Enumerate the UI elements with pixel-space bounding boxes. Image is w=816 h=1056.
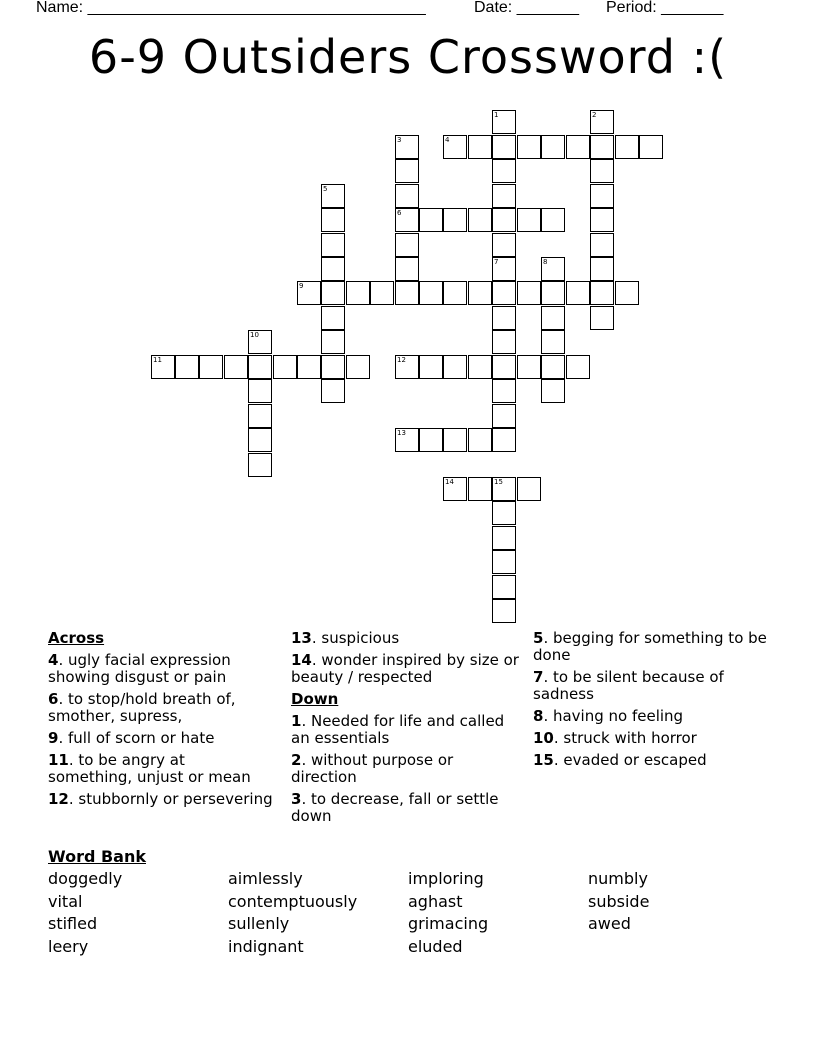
clue-down-10: 10. struck with horror [533, 729, 697, 747]
down-heading: Down [291, 690, 339, 708]
crossword-cell[interactable] [443, 477, 467, 501]
date-field[interactable]: Date: _______ [474, 0, 579, 16]
word-bank-item: indignant [228, 937, 304, 956]
clue-across-12: 12. stubbornly or persevering [48, 790, 273, 808]
crossword-cell[interactable] [590, 306, 614, 330]
crossword-cell[interactable] [395, 428, 419, 452]
crossword-cell[interactable] [566, 135, 590, 159]
clue-down-2: 2. without purpose or direction [291, 751, 454, 786]
word-bank-item: aghast [408, 892, 463, 911]
clue-down-5: 5. begging for something to be done [533, 629, 767, 664]
period-field[interactable]: Period: _______ [606, 0, 724, 16]
clue-down-15: 15. evaded or escaped [533, 751, 707, 769]
crossword-cell[interactable] [615, 135, 639, 159]
crossword-cell[interactable] [541, 330, 565, 354]
crossword-cell[interactable] [321, 281, 345, 305]
clue-number: 1 [494, 111, 499, 119]
crossword-cell[interactable] [492, 428, 516, 452]
crossword-cell[interactable] [370, 281, 394, 305]
crossword-cell[interactable] [419, 208, 443, 232]
crossword-cell[interactable] [541, 379, 565, 403]
clue-number: 10 [250, 331, 259, 339]
crossword-cell[interactable] [346, 281, 370, 305]
clues-column-3 [533, 630, 768, 774]
crossword-cell[interactable] [443, 135, 467, 159]
crossword-cell[interactable] [297, 355, 321, 379]
word-bank-item: imploring [408, 869, 484, 888]
word-bank-item: contemptuously [228, 892, 358, 911]
crossword-cell[interactable] [517, 208, 541, 232]
crossword-cell[interactable] [541, 281, 565, 305]
crossword-cell[interactable] [541, 257, 565, 281]
clue-number: 3 [397, 136, 402, 144]
word-bank-item: vital [48, 892, 83, 911]
crossword-cell[interactable] [492, 184, 516, 208]
clue-number: 13 [397, 429, 406, 437]
crossword-cell[interactable] [468, 428, 492, 452]
crossword-cell[interactable] [492, 575, 516, 599]
crossword-cell[interactable] [541, 355, 565, 379]
word-bank-item: sullenly [228, 914, 290, 933]
clue-number: 9 [299, 282, 304, 290]
crossword-cell[interactable] [248, 330, 272, 354]
crossword-cell[interactable] [468, 281, 492, 305]
crossword-cell[interactable] [492, 526, 516, 550]
crossword-cell[interactable] [492, 281, 516, 305]
crossword-cell[interactable] [248, 355, 272, 379]
crossword-cell[interactable] [321, 208, 345, 232]
crossword-cell[interactable] [590, 281, 614, 305]
crossword-cell[interactable] [395, 135, 419, 159]
page-title: 6-9 Outsiders Crossword :( [88, 30, 728, 84]
crossword-cell[interactable] [468, 477, 492, 501]
crossword-cell[interactable] [151, 355, 175, 379]
crossword-cell[interactable] [321, 257, 345, 281]
clues-column-2 [291, 630, 519, 830]
word-bank-item: stifled [48, 914, 98, 933]
crossword-cell[interactable] [443, 208, 467, 232]
crossword-cell[interactable] [492, 135, 516, 159]
crossword-cell[interactable] [639, 135, 663, 159]
crossword-cell[interactable] [541, 306, 565, 330]
crossword-cell[interactable] [224, 355, 248, 379]
crossword-cell[interactable] [321, 379, 345, 403]
clue-number: 8 [543, 258, 548, 266]
clue-number: 15 [494, 478, 503, 486]
word-bank-item: eluded [408, 937, 463, 956]
crossword-cell[interactable] [541, 208, 565, 232]
word-bank-item: numbly [588, 869, 648, 888]
word-bank-item: aimlessly [228, 869, 303, 888]
crossword-cell[interactable] [419, 428, 443, 452]
crossword-cell[interactable] [395, 233, 419, 257]
crossword-cell[interactable] [175, 355, 199, 379]
crossword-cell[interactable] [468, 135, 492, 159]
crossword-cell[interactable] [517, 355, 541, 379]
crossword-cell[interactable] [492, 355, 516, 379]
crossword-cell[interactable] [517, 477, 541, 501]
clue-down-1: 1. Needed for life and called an essentials [291, 712, 505, 747]
crossword-cell[interactable] [321, 233, 345, 257]
clue-number: 14 [445, 478, 454, 486]
clue-number: 6 [397, 209, 402, 217]
crossword-cell[interactable] [419, 355, 443, 379]
clue-down-3: 3. to decrease, fall or settle down [291, 790, 499, 825]
crossword-cell[interactable] [541, 135, 565, 159]
crossword-cell[interactable] [443, 428, 467, 452]
clue-across-6: 6. to stop/hold breath of, smother, supress, [48, 690, 236, 725]
clue-down-7: 7. to be silent because of sadness [533, 668, 724, 703]
word-bank-item: leery [48, 937, 89, 956]
crossword-cell[interactable] [321, 330, 345, 354]
clue-across-11: 11. to be angry at something, unjust or mean [48, 751, 251, 786]
crossword-cell[interactable] [468, 208, 492, 232]
crossword-cell[interactable] [590, 159, 614, 183]
word-bank-item: awed [588, 914, 631, 933]
crossword-cell[interactable] [248, 379, 272, 403]
crossword-cell[interactable] [590, 110, 614, 134]
clue-number: 12 [397, 356, 406, 364]
crossword-cell[interactable] [321, 306, 345, 330]
crossword-cell[interactable] [248, 453, 272, 477]
crossword-cell[interactable] [590, 208, 614, 232]
crossword-cell[interactable] [566, 281, 590, 305]
clue-number: 7 [494, 258, 499, 266]
clue-across-13: 13. suspicious [291, 629, 400, 647]
crossword-cell[interactable] [395, 281, 419, 305]
crossword-cell[interactable] [395, 159, 419, 183]
crossword-cell[interactable] [590, 233, 614, 257]
crossword-cell[interactable] [468, 355, 492, 379]
clue-across-4: 4. ugly facial expression showing disgust or pain [48, 651, 231, 686]
word-bank-item: grimacing [408, 914, 489, 933]
crossword-cell[interactable] [492, 550, 516, 574]
crossword-cell[interactable] [248, 428, 272, 452]
crossword-cell[interactable] [590, 257, 614, 281]
crossword-cell[interactable] [321, 184, 345, 208]
crossword-cell[interactable] [492, 110, 516, 134]
crossword-cell[interactable] [590, 135, 614, 159]
crossword-cell[interactable] [443, 281, 467, 305]
crossword-cell[interactable] [395, 184, 419, 208]
crossword-cell[interactable] [492, 233, 516, 257]
name-field[interactable]: Name: ______________________________________ [36, 0, 426, 16]
clue-across-9: 9. full of scorn or hate [48, 729, 215, 747]
crossword-cell[interactable] [492, 306, 516, 330]
crossword-cell[interactable] [248, 404, 272, 428]
crossword-cell[interactable] [492, 257, 516, 281]
clue-across-14: 14. wonder inspired by size or beauty / respected [291, 651, 519, 686]
clue-number: 2 [592, 111, 597, 119]
crossword-cell[interactable] [566, 355, 590, 379]
crossword-cell[interactable] [517, 281, 541, 305]
crossword-cell[interactable] [419, 281, 443, 305]
crossword-cell[interactable] [590, 184, 614, 208]
crossword-cell[interactable] [492, 208, 516, 232]
crossword-cell[interactable] [615, 281, 639, 305]
crossword-cell[interactable] [199, 355, 223, 379]
crossword-cell[interactable] [492, 501, 516, 525]
across-heading: Across [48, 629, 105, 647]
crossword-cell[interactable] [492, 599, 516, 623]
crossword-cell[interactable] [443, 355, 467, 379]
crossword-cell[interactable] [395, 208, 419, 232]
clues-column-1 [48, 630, 273, 813]
word-bank-heading: Word Bank [48, 847, 147, 866]
crossword-cell[interactable] [321, 355, 345, 379]
crossword-cell[interactable] [492, 159, 516, 183]
crossword-cell[interactable] [492, 477, 516, 501]
word-bank-item: doggedly [48, 869, 123, 888]
crossword-cell[interactable] [517, 135, 541, 159]
crossword-cell[interactable] [492, 379, 516, 403]
crossword-cell[interactable] [297, 281, 321, 305]
clue-number: 11 [153, 356, 162, 364]
clue-number: 4 [445, 136, 450, 144]
crossword-cell[interactable] [395, 355, 419, 379]
word-bank-item: subside [588, 892, 650, 911]
crossword-cell[interactable] [395, 257, 419, 281]
clue-number: 5 [323, 185, 328, 193]
crossword-cell[interactable] [492, 330, 516, 354]
crossword-cell[interactable] [346, 355, 370, 379]
crossword-cell[interactable] [273, 355, 297, 379]
clue-down-8: 8. having no feeling [533, 707, 684, 725]
crossword-cell[interactable] [492, 404, 516, 428]
